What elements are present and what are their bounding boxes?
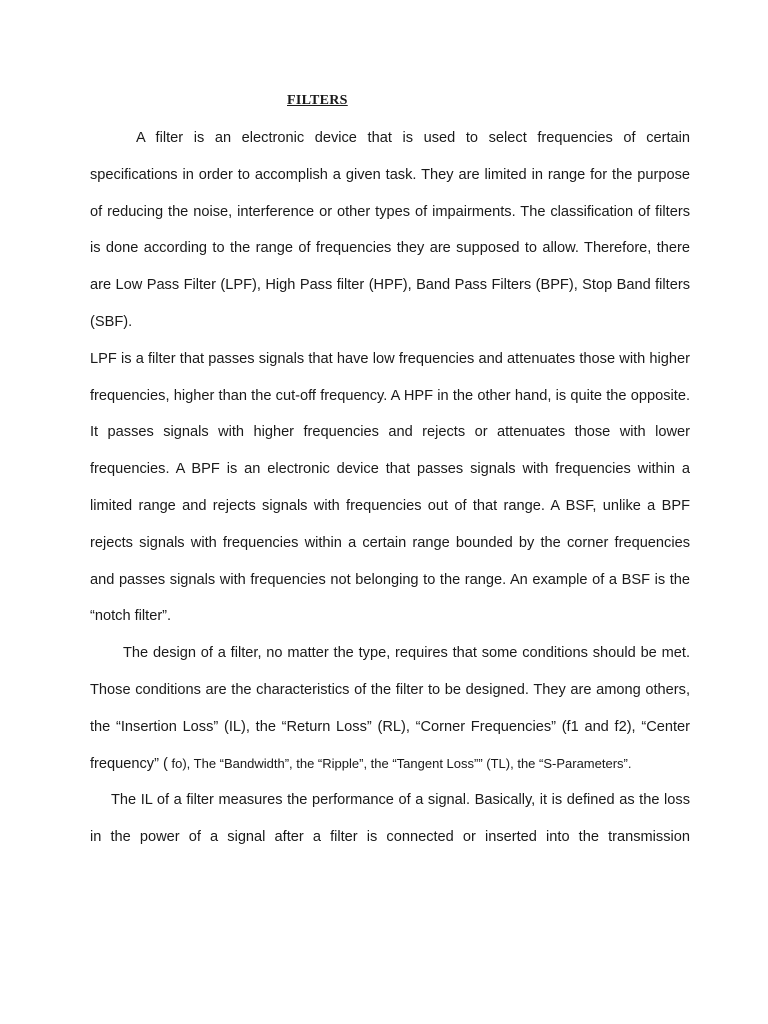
paragraph-design-conditions-small: fo), The “Bandwidth”, the “Ripple”, the “Tangent Loss”” (TL), the “S-Parameters”. <box>167 755 632 771</box>
document-body <box>90 120 690 856</box>
paragraph-design-conditions <box>90 635 690 782</box>
paragraph-intro: A filter is an electronic device that is used to select frequencies of certain specifications in order to accomplish a given task. They are limited in range for the purpose of reducing the noise, interference or other types of impairments. The classification of filters is done according to the range of frequencies they are supposed to allow. Therefore, there are Low Pass Filter (LPF), High Pass filter (HPF), Band Pass Filters (BPF), Stop Band filters (SBF). <box>90 130 690 330</box>
paragraph-insertion-loss: The IL of a filter measures the performance of a signal. Basically, it is defined as the loss in the power of a signal after a filter is connected or inserted into the transmission <box>90 792 690 846</box>
paragraph-filter-types: LPF is a filter that passes signals that have low frequencies and attenuates those with higher frequencies, higher than the cut-off frequency. A HPF in the other hand, is quite the opposite. It passes signals with higher frequencies and rejects or attenuates those with lower frequencies. A BPF is an electronic device that passes signals with frequencies within a limited range and rejects signals with frequencies out of that range. A BSF, unlike a BPF rejects signals with frequencies within a certain range bounded by the corner frequencies and passes signals with frequencies not belonging to the range. An example of a BSF is the “notch filter”. <box>90 350 690 625</box>
document-title: FILTERS <box>287 93 348 108</box>
paragraph-design-conditions-main: The design of a filter, no matter the type, requires that some conditions should be met. Those conditions are the characteristics of the filter to be designed. They are among others, the “Insertion Loss” (IL), the “Return Loss” (RL), “Corner Frequencies” (f1 and f2), “Center frequency” ( <box>90 645 690 772</box>
